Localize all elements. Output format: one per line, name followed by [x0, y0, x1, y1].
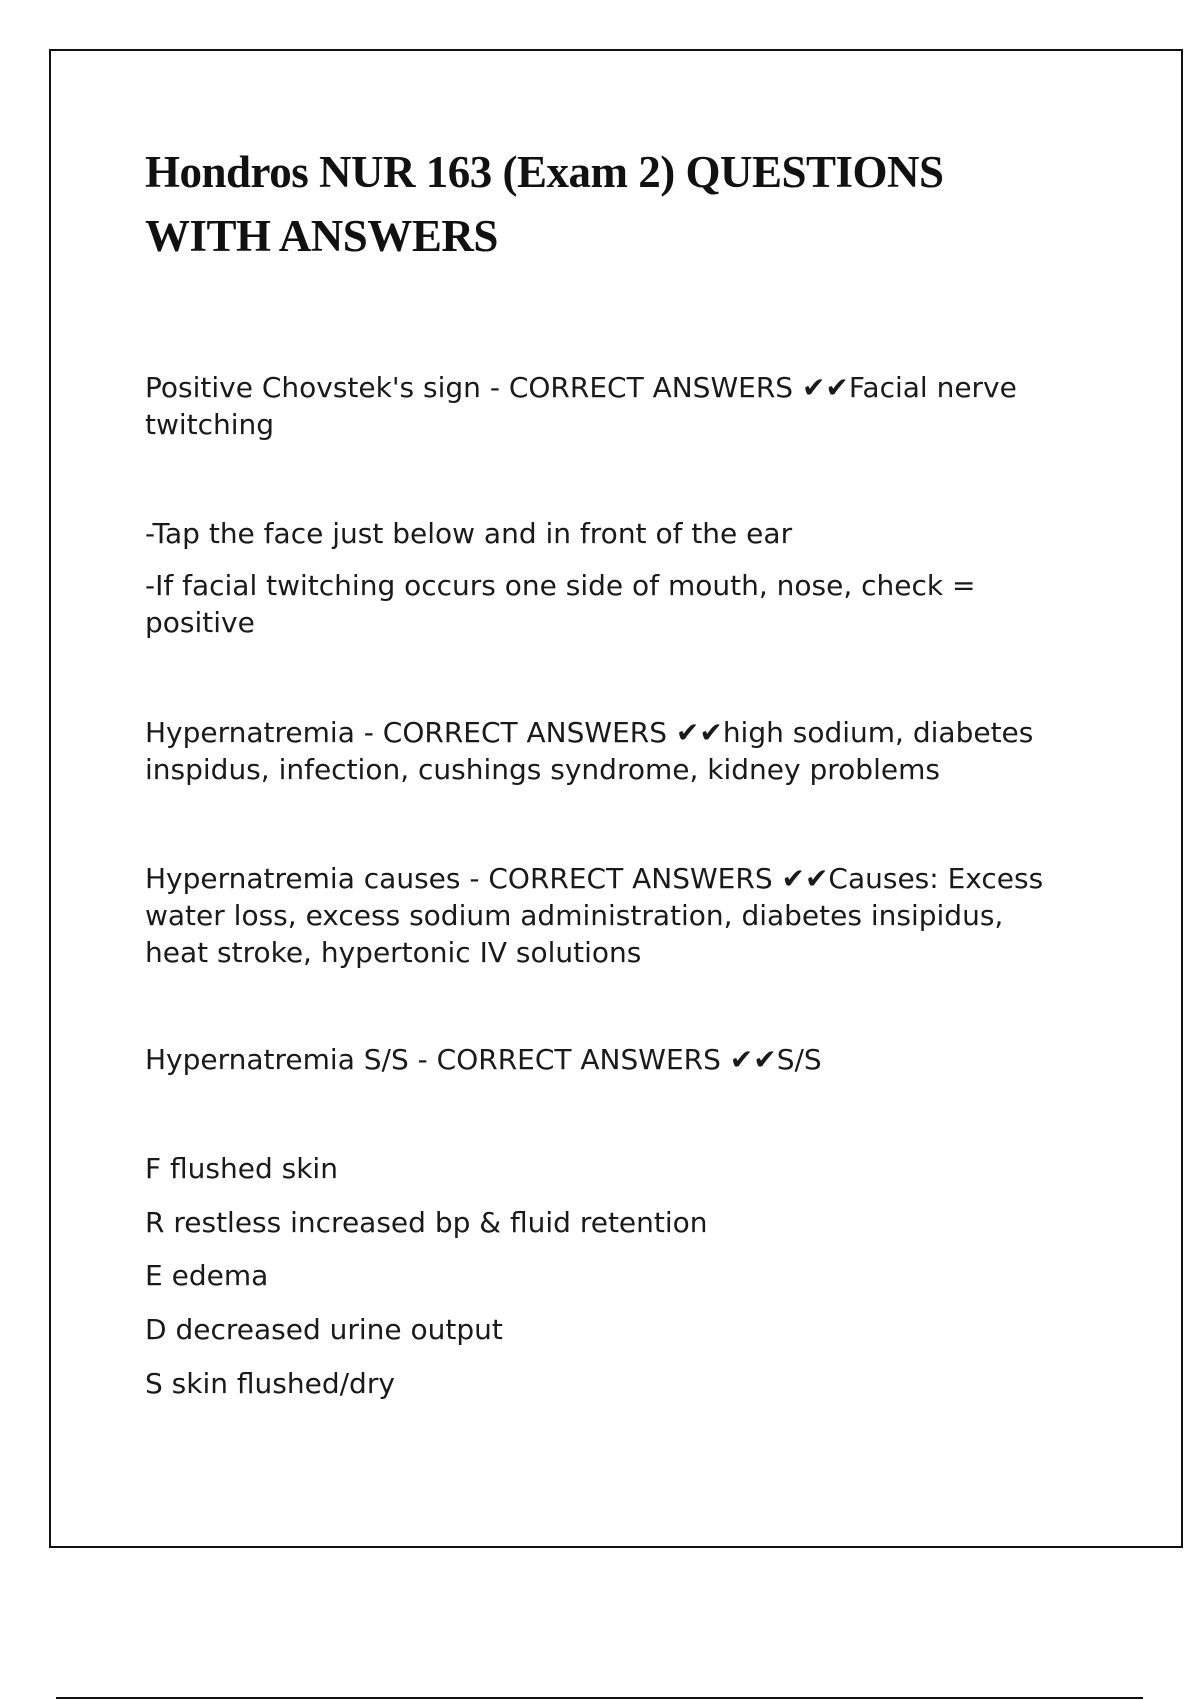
- mnemonic-f: F flushed skin: [145, 1152, 338, 1185]
- chvostek-step-positive: -If facial twitching occurs one side of mouth, nose, check = positive: [145, 569, 976, 639]
- mnemonic-r: R restless increased bp & fluid retention: [145, 1206, 708, 1239]
- mnemonic-s: S skin flushed/dry: [145, 1367, 395, 1400]
- chvostek-step-tap: -Tap the face just below and in front of the ear: [145, 517, 793, 550]
- document-title: Hondros NUR 163 (Exam 2) QUESTIONS WITH ANSWERS: [145, 147, 944, 261]
- next-page-border: [56, 1697, 1143, 1699]
- mnemonic-d: D decreased urine output: [145, 1313, 503, 1346]
- qa-hypernatremia-signs: Hypernatremia S/S - CORRECT ANSWERS ✔✔S/S: [145, 1043, 822, 1076]
- mnemonic-e: E edema: [145, 1259, 269, 1292]
- qa-hypernatremia-causes: Hypernatremia causes - CORRECT ANSWERS ✔✔Causes: Excess water loss, excess sodium administration, diabetes insipidus, heat stroke, hypertonic IV solutions: [145, 862, 1044, 969]
- qa-chvostek-sign: Positive Chovstek's sign - CORRECT ANSWERS ✔✔Facial nerve twitching: [145, 371, 1017, 441]
- qa-hypernatremia: Hypernatremia - CORRECT ANSWERS ✔✔high sodium, diabetes inspidus, infection, cushings syndrome, kidney problems: [145, 716, 1034, 786]
